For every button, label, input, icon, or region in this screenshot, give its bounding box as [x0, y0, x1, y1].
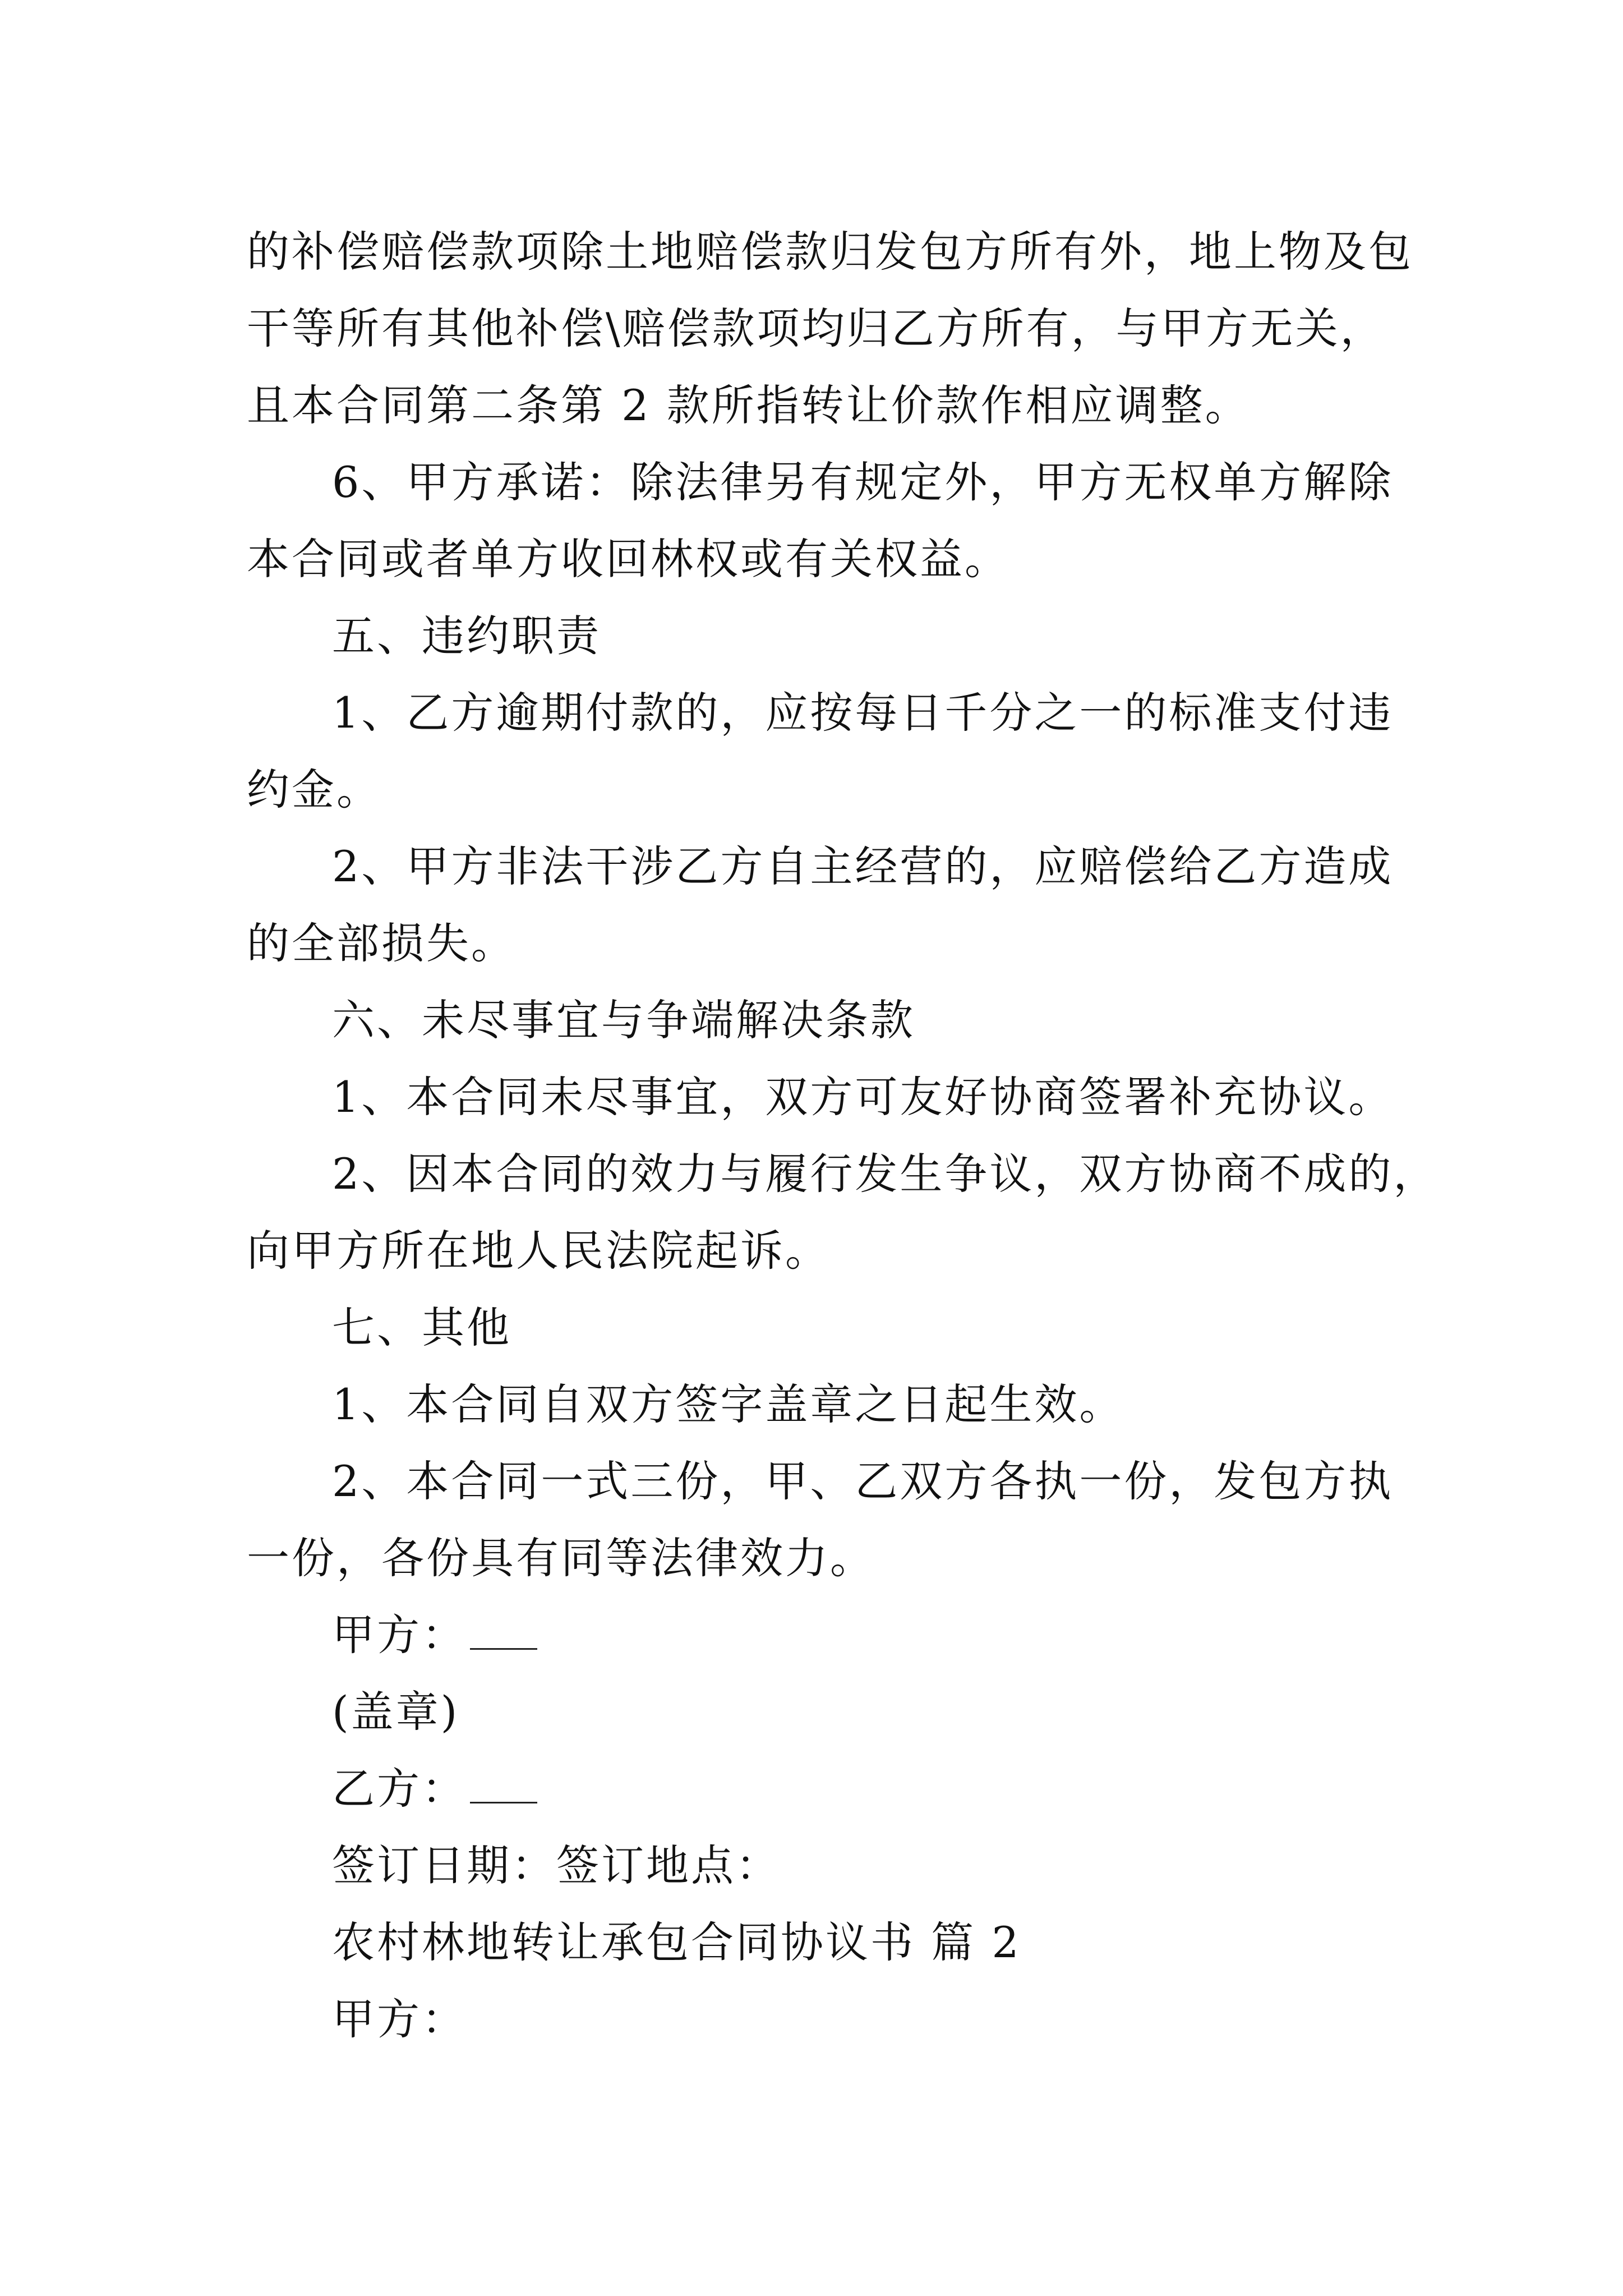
paragraph-line: 本合同或者单方收回林权或有关权益。 [247, 534, 1009, 584]
clause-line: 1、本合同未尽事宜，双方可友好协商签署补充协议。 [332, 1072, 1394, 1122]
party-b-blank [470, 1770, 537, 1803]
clause-line: 2、因本合同的效力与履行发生争议，双方协商不成的， [332, 1149, 1438, 1199]
clause-line: 2、甲方非法干涉乙方自主经营的，应赔偿给乙方造成 [332, 841, 1394, 891]
next-contract-title: 农村林地转让承包合同协议书 篇 2 [332, 1917, 1021, 1967]
clause-line: 2、本合同一式三份，甲、乙双方各执一份，发包方执 [332, 1456, 1394, 1506]
clause-line: 1、本合同自双方签字盖章之日起生效。 [332, 1379, 1124, 1429]
clause-6-line: 6、甲方承诺：除法律另有规定外，甲方无权单方解除 [332, 457, 1394, 507]
paragraph-line: 的全部损失。 [247, 918, 516, 968]
paragraph-line: 且本合同第二条第 2 款所指转让价款作相应调整。 [247, 380, 1250, 430]
party-a-signature-line [247, 1596, 1391, 1673]
next-party-a-label: 甲方： [332, 1994, 467, 2044]
date-place-line: 签订日期：签订地点： [332, 1841, 781, 1890]
paragraph-line: 约金。 [247, 765, 381, 815]
party-a-blank [470, 1617, 537, 1650]
seal-line: (盖章) [332, 1687, 460, 1737]
paragraph-line: 向甲方所在地人民法院起诉。 [247, 1226, 830, 1276]
party-a-label: 甲方： [332, 1610, 467, 1660]
party-b-label: 乙方： [332, 1764, 467, 1814]
clause-line: 1、乙方逾期付款的，应按每日千分之一的标准支付违 [332, 688, 1394, 738]
section-heading-other: 七、其他 [332, 1303, 511, 1352]
section-heading-breach: 五、违约职责 [332, 611, 601, 661]
paragraph-line: 干等所有其他补偿\赔偿款项均归乙方所有，与甲方无关， [247, 303, 1385, 353]
contract-body [247, 213, 1438, 2058]
paragraph-line: 一份，各份具有同等法律效力。 [247, 1533, 875, 1583]
party-b-signature-line [247, 1750, 1391, 1827]
section-heading-disputes: 六、未尽事宜与争端解决条款 [332, 995, 915, 1045]
paragraph-line: 的补偿赔偿款项除土地赔偿款归发包方所有外，地上物及包 [247, 227, 1413, 277]
